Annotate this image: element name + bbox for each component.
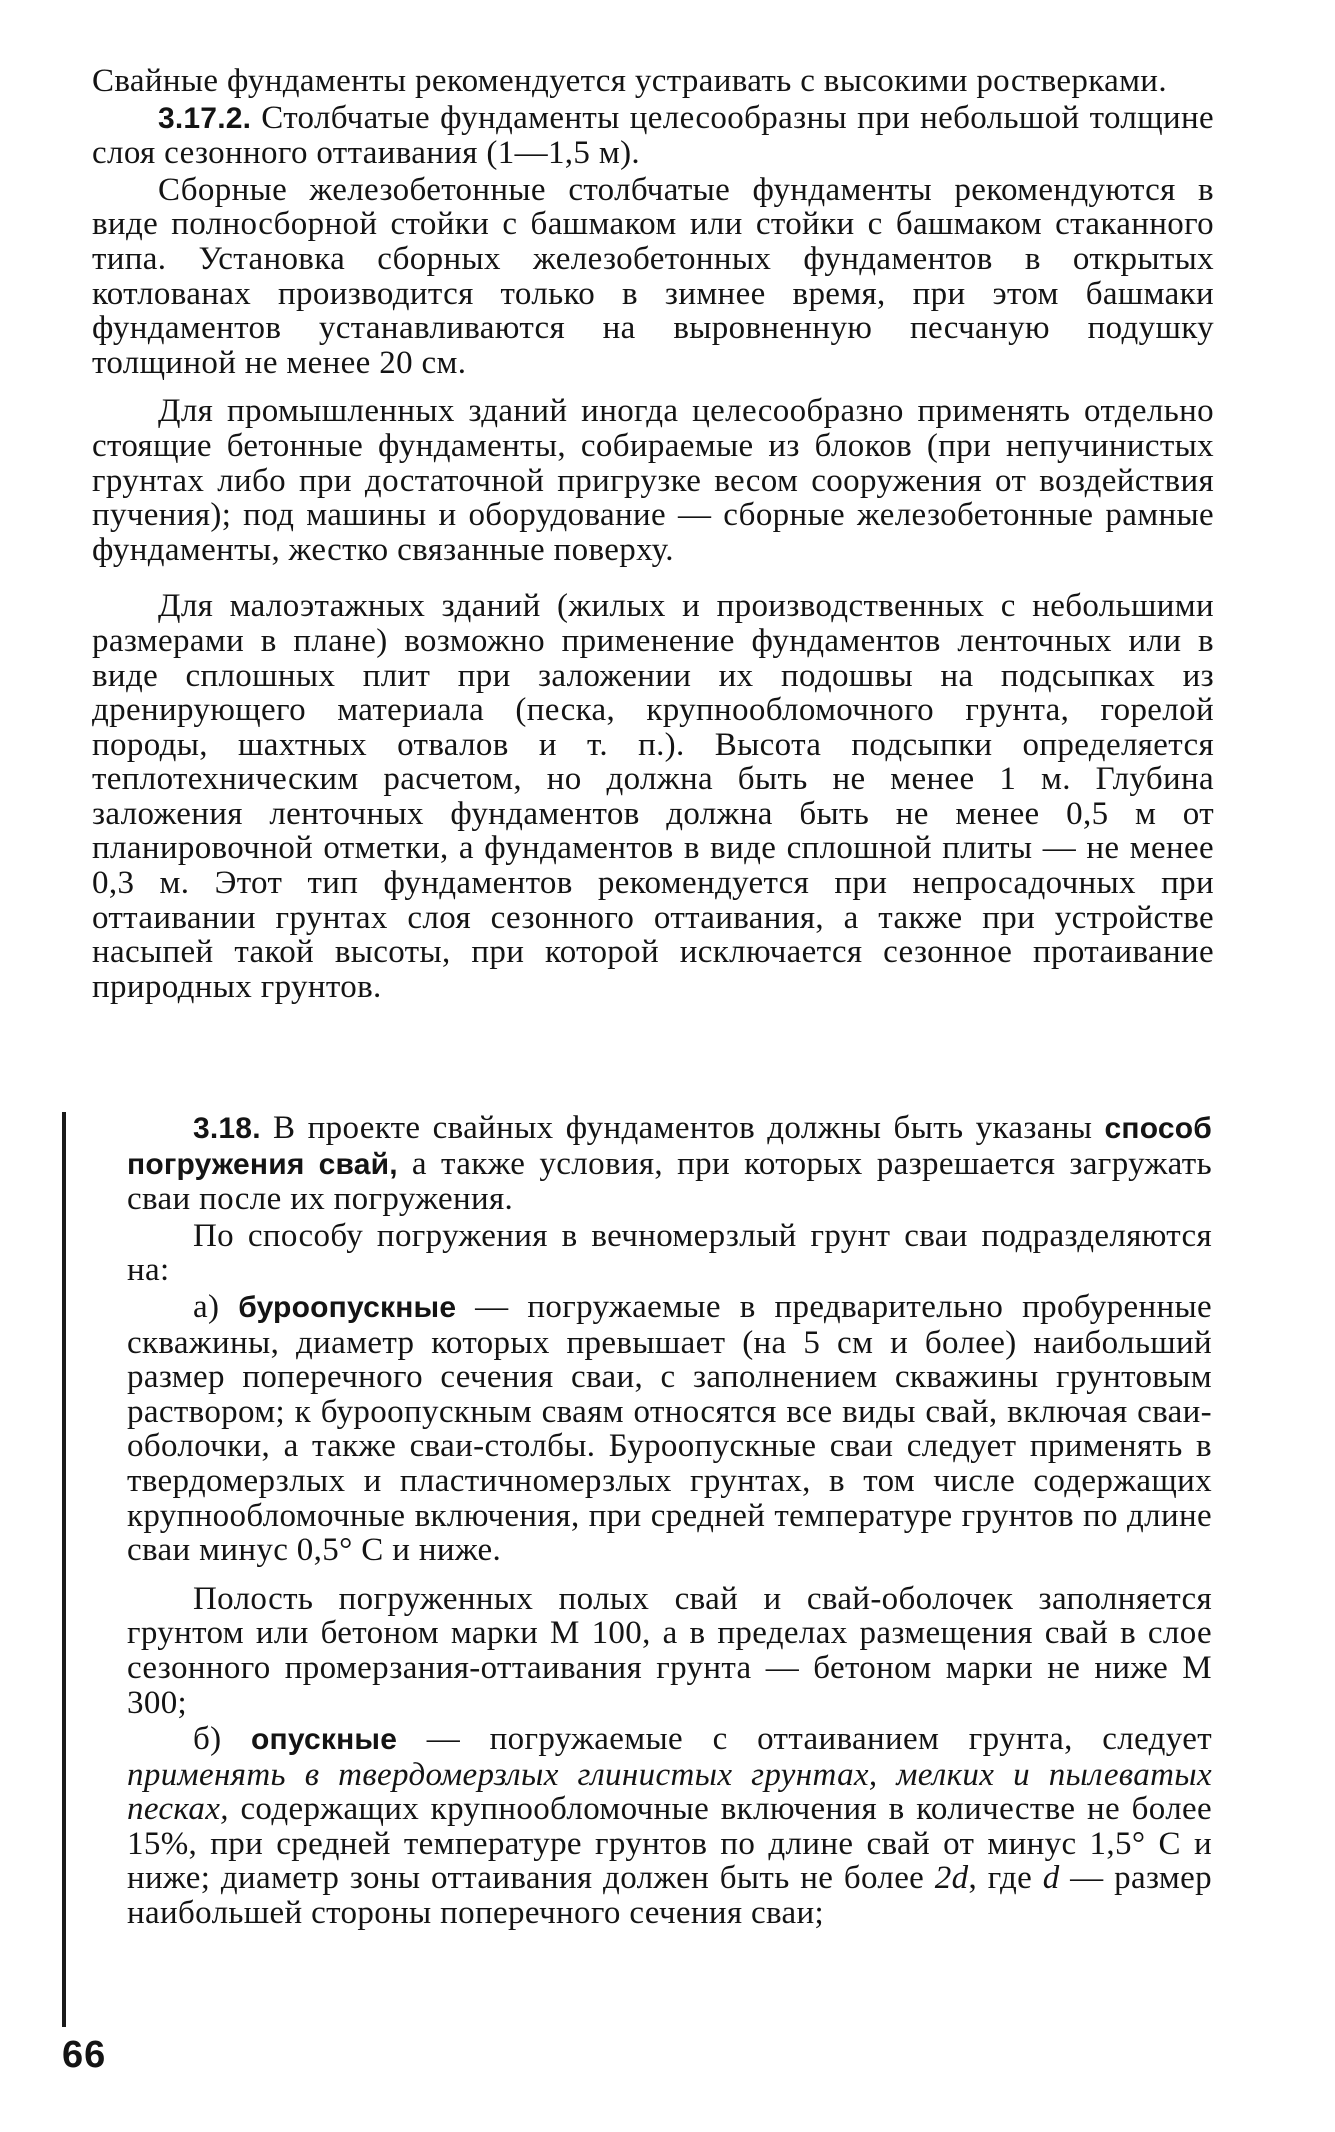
paragraph-hollow-piles: Полость погруженных полых свай и свай-оболочек заполняется грунтом или бетоном марки М 100, а в пределах размещения свай в слое сезонного промерзания-оттаивания грунта — бетоном марки не ниже М 300; <box>127 1580 1212 1721</box>
list-marker-a: а) <box>193 1288 220 1325</box>
paragraph-industrial-buildings: Для промышленных зданий иногда целесообразно применять отдельно стоящие бетонные фундаменты, собираемые из блоков (при непучинистых грунтах либо при достаточной пригрузке весом сооружения от воздействия пучения); под машины и оборудование — сборные железобетонные рамные фундаменты, жестко связанные поверху. <box>92 393 1214 568</box>
list-item-b <box>127 1722 1212 1931</box>
revision-margin-bar <box>62 1112 66 2027</box>
list-item-a <box>127 1290 1212 1568</box>
paragraph-3-17-2 <box>92 101 1214 171</box>
paragraph-low-rise-buildings: Для малоэтажных зданий (жилых и производственных с небольшими размерами в плане) возможно применение фундаментов ленточных или в виде сплошных плит при заложении их подошвы на подсыпках из дренирующего материала (песка, крупнообломочного грунта, горелой породы, шахтных отвалов и т. п.). Высота подсыпки определяется теплотехническим расчетом, но должна быть не менее 1 м. Глубина заложения ленточных фундаментов должна быть не менее 0,5 м от планировочной отметки, а фундаментов в виде сплошной плиты — не менее 0,3 м. Этот тип фундаментов рекомендуется при непросадочных при оттаивании грунтах слоя сезонного оттаивания, а также при устройстве насыпей такой высоты, при которой исключается сезонное протаивание природных грунтов. <box>92 588 1214 1005</box>
item-b-where: , где <box>968 1860 1033 1897</box>
clause-number-3-17-2: 3.17.2. <box>158 101 252 135</box>
item-b-italic-text: применять в твердомерзлых глинистых грунтах, мелких и пылеватых песках, <box>127 1756 1212 1828</box>
term-lowered-piles: опускные <box>251 1723 398 1757</box>
text-column-clause-3-18 <box>127 1111 1212 1931</box>
item-b-lead: — погружаемые с оттаиванием грунта, следует <box>426 1721 1212 1758</box>
intro-tail-text: а также условия, при которых разрешается загружать сваи после их погружения. <box>127 1145 1212 1218</box>
item-a-text: — погружаемые в предварительно пробуренные скважины, диаметр которых превышает (на 5 см и более) наибольший размер поперечного сечения сваи, с заполнением скважины грунтовым раствором; к буроопускным сваям относятся все виды свай, включая сваи-оболочки, а также сваи-столбы. Буроопускные сваи следует применять в твердомерзлых и пластичномерзлых грунтах, в том числе содержащих крупнообломочные включения, при средней температуре грунтов по длине сваи минус 0,5° С и ниже. <box>127 1288 1212 1569</box>
formula-2d: 2d <box>934 1860 969 1897</box>
variable-d: d <box>1042 1860 1060 1897</box>
paragraph-3-18 <box>127 1111 1212 1217</box>
list-marker-b: б) <box>193 1721 222 1758</box>
intro-lead-text: В проекте свайных фундаментов должны быть указаны <box>272 1110 1093 1146</box>
paragraph-precast-columnar: Сборные железобетонные столбчатые фундаменты рекомендуются в виде полносборной стойки с башмаком или стойки с башмаком стаканного типа. Установка сборных железобетонных фундаментов в открытых котлованах производится только в зимнее время, при этом башмаки фундаментов устанавливаются на выровненную песчаную подушку толщиной не менее 20 см. <box>92 171 1214 381</box>
paragraph-columnar-text: Столбчатые фундаменты целесообразны при небольшой толщине слоя сезонного оттаивания (1—1,5 м). <box>92 99 1215 172</box>
clause-number-3-18: 3.18. <box>193 1112 261 1145</box>
item-b-tail: содержащих крупнообломочные включения в количестве не более 15%, при средней температуре грунтов по длине свай от минус 1,5° С и ниже; диаметр зоны оттаивания должен быть не более <box>127 1791 1213 1897</box>
item-b-end: — размер наибольшей стороны поперечного сечения сваи; <box>127 1860 1212 1932</box>
intro-bold-term: способ погружения свай, <box>127 1112 1213 1181</box>
text-column-top <box>92 64 1214 1004</box>
term-bored-piles: буроопускные <box>238 1290 457 1324</box>
page-number: 66 <box>62 2034 107 2076</box>
paragraph-classification: По способу погружения в вечномерзлый грунт сваи подразделяются на: <box>127 1217 1212 1289</box>
paragraph-piles-high-grillage: Свайные фундаменты рекомендуется устраивать с высокими ростверками. <box>92 63 1167 99</box>
